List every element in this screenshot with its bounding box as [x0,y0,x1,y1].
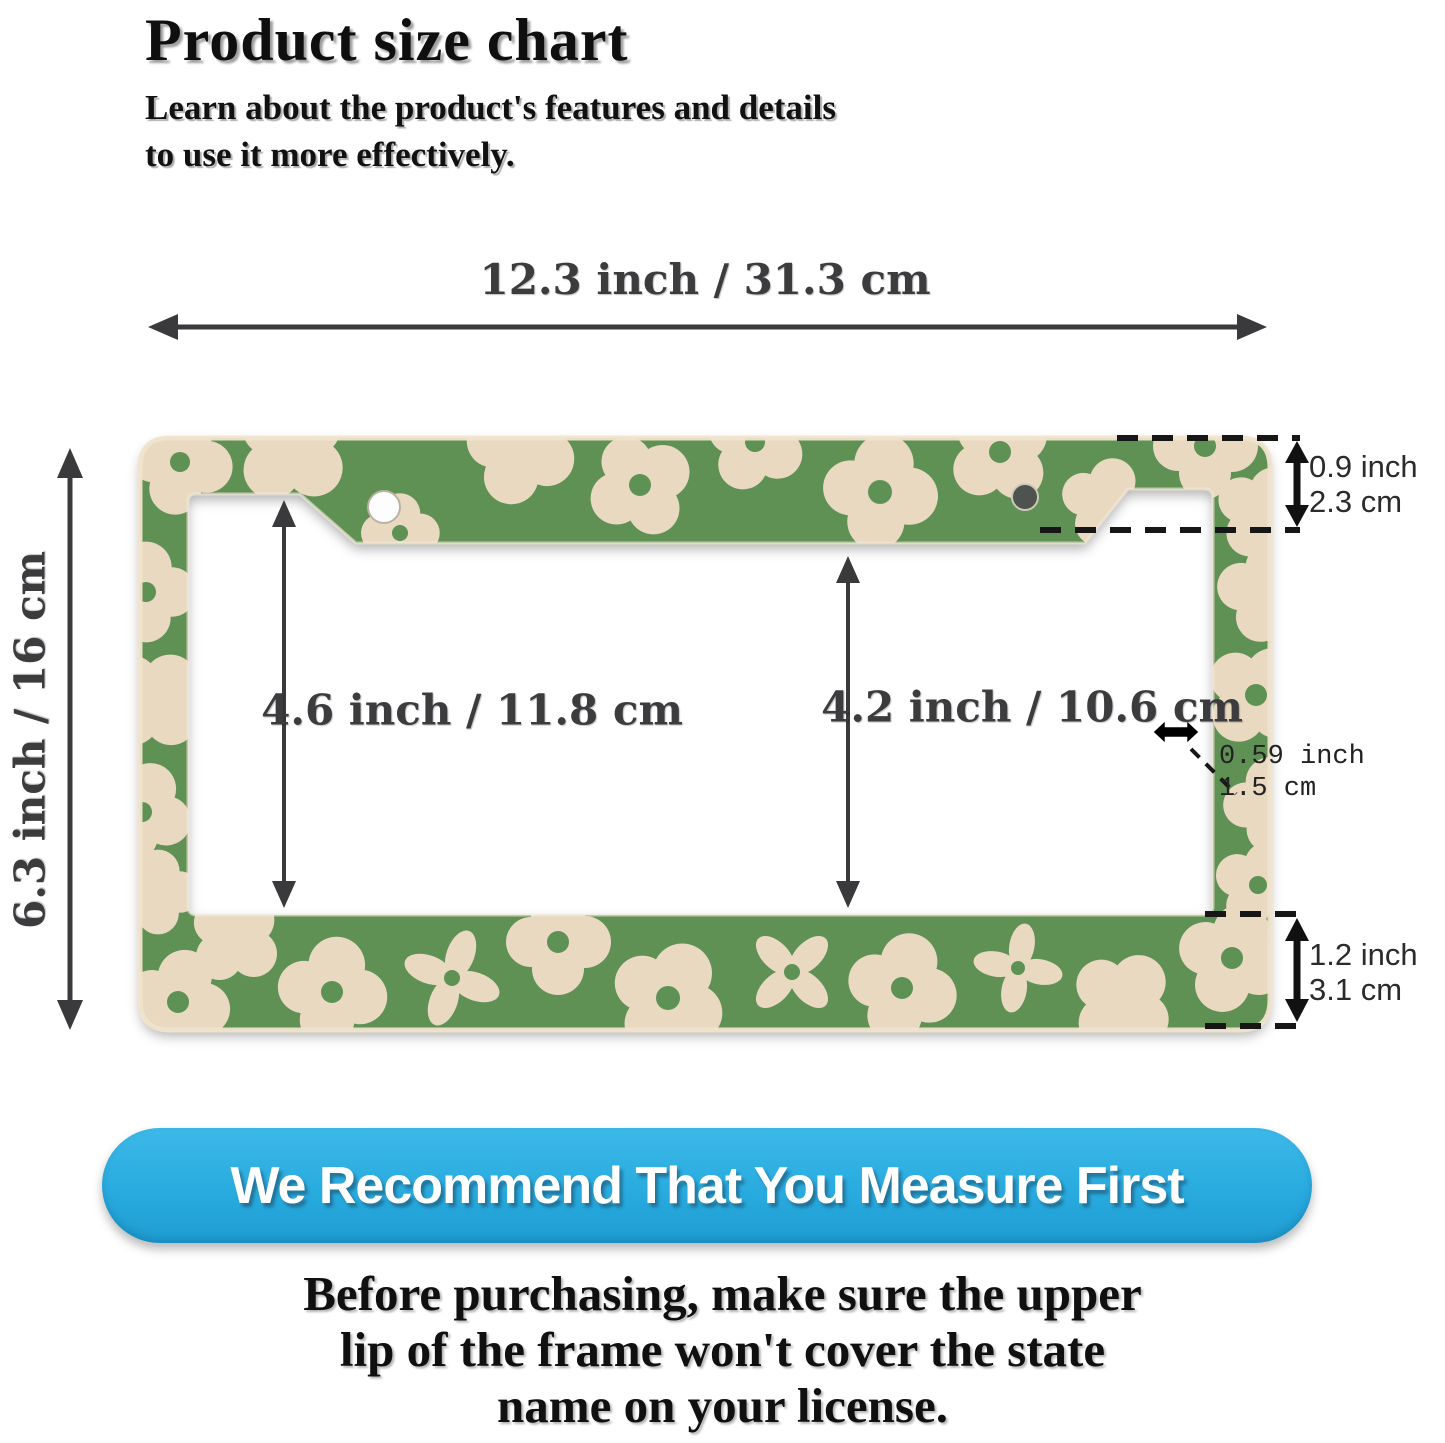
side-width-label [1219,741,1365,805]
bottom-lip-cm: 3.1 cm [1309,972,1403,1007]
purchase-note [0,1266,1445,1434]
screw-hole-left [368,491,400,523]
inner-height-right-label: 4.2 inch / 10.6 cm [821,682,1243,732]
inner-height-right-arrow [836,556,860,908]
total-width-arrow [148,314,1267,340]
banner-text: We Recommend That You Measure First [230,1156,1184,1215]
side-width-cm: 1.5 cm [1219,774,1317,804]
subtitle-line-2: to use it more effectively. [145,135,515,174]
bottom-lip-inch: 1.2 inch [1309,937,1418,972]
top-lip-cm: 2.3 cm [1309,484,1403,519]
total-height-label: 6.3 inch / 16 cm [5,551,55,929]
page-title: Product size chart [145,7,629,73]
note-line-3: name on your license. [497,1378,948,1433]
side-width-inch: 0.59 inch [1219,742,1365,772]
measure-first-banner [102,1128,1312,1243]
total-height-arrow [57,448,83,1030]
screw-hole-right [1012,484,1038,510]
page-subtitle [145,84,836,178]
subtitle-line-1: Learn about the product's features and details [145,88,836,127]
note-line-2: lip of the frame won't cover the state [339,1322,1106,1377]
top-lip-label [1309,449,1418,519]
top-lip-inch: 0.9 inch [1309,449,1418,484]
bottom-lip-label [1309,937,1418,1007]
inner-height-left-label: 4.6 inch / 11.8 cm [261,685,683,735]
note-line-1: Before purchasing, make sure the upper [303,1266,1142,1321]
total-width-label: 12.3 inch / 31.3 cm [479,255,931,304]
